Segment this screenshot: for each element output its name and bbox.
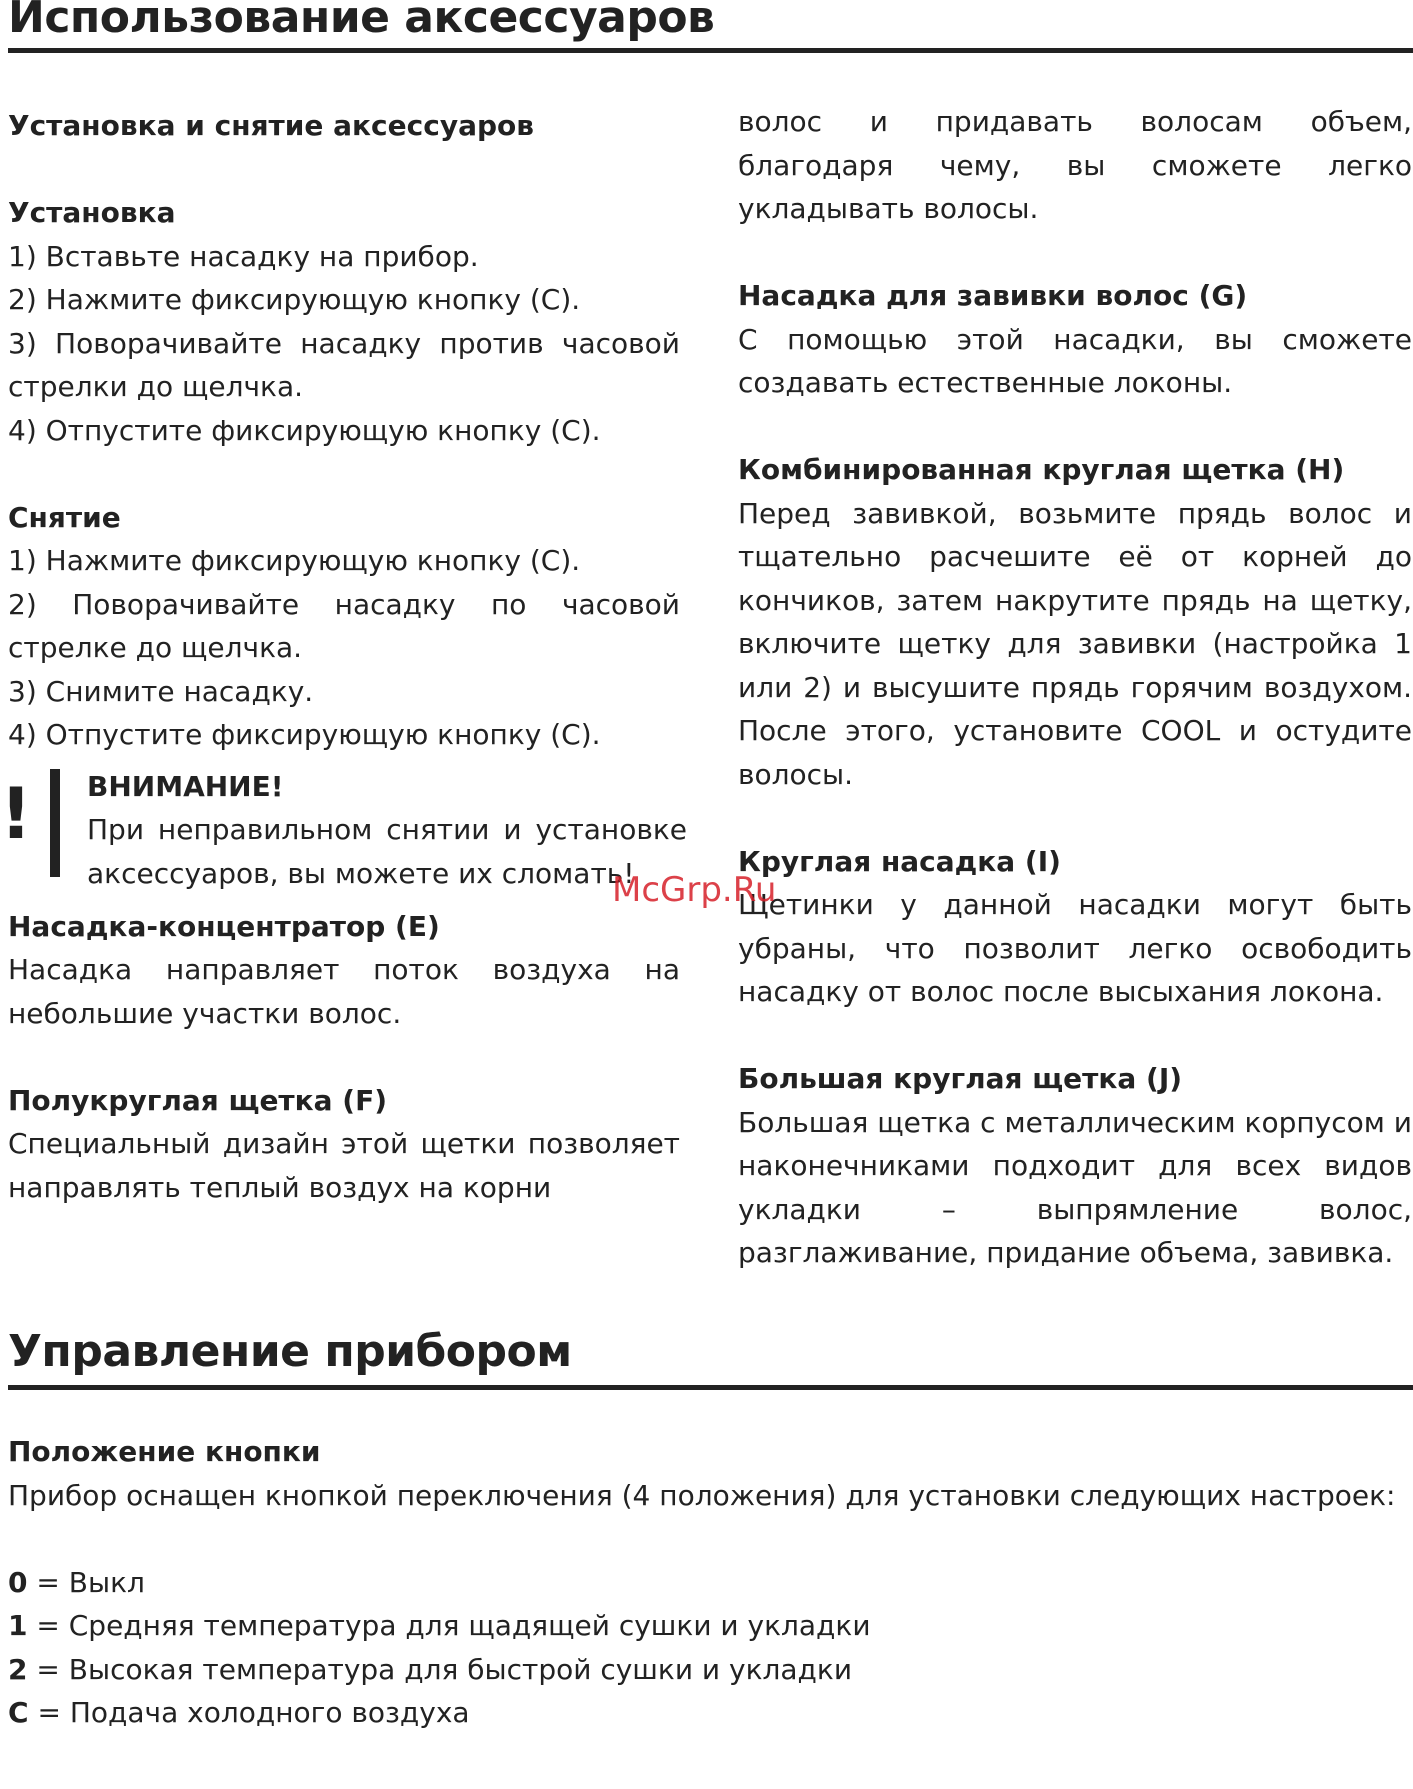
button-position-text: Прибор оснащен кнопкой переключения (4 положения) для установки следующих настроек: — [8, 1478, 1396, 1512]
half-round-text-cont: волос и придавать волосам объем, благодаря чему, вы сможете легко укладывать волосы. — [738, 105, 1412, 225]
combo-title: Комбинированная круглая щетка (H) — [738, 453, 1345, 486]
remove-step: 4) Отпустите фиксирующую кнопку (C). — [8, 718, 601, 751]
install-title: Установка — [8, 196, 176, 229]
warning-bar — [50, 769, 60, 877]
setting-row — [8, 1561, 1413, 1605]
exclamation-icon: ! — [0, 772, 32, 855]
remove-step: 1) Нажмите фиксирующую кнопку (C). — [8, 544, 581, 577]
watermark: McGrp.Ru — [612, 870, 777, 910]
half-round-text: Специальный дизайн этой щетки позволяет направлять теплый воздух на корни — [8, 1127, 680, 1204]
remove-title: Снятие — [8, 500, 121, 534]
setting-key: 0 — [8, 1565, 28, 1599]
setting-text: = Выкл — [27, 1565, 145, 1599]
control-section — [8, 1430, 1413, 1735]
section-rule-top — [8, 48, 1413, 53]
warning-text: При неправильном снятии и установке аксессуаров, вы можете их сломать! — [87, 813, 687, 890]
big-round-title: Большая круглая щетка (J) — [738, 1062, 1183, 1095]
combo-text: Перед завивкой, возьмите прядь волос и тщательно расчешите её от корней до кончиков, затем накрутите прядь на щетку, включите щетку для завивки (настройка 1 или 2) и высушите прядь горячим воздухом. После этого, установите COOL и остудите волосы. — [738, 496, 1412, 791]
setting-key: 2 — [8, 1652, 28, 1686]
setting-key: C — [8, 1696, 29, 1729]
section-rule-bottom — [8, 1385, 1413, 1390]
round-title: Круглая насадка (I) — [738, 844, 1061, 878]
install-remove-title: Установка и снятие аксессуаров — [8, 109, 534, 142]
setting-row — [8, 1648, 1413, 1692]
half-round-title: Полукруглая щетка (F) — [8, 1083, 388, 1117]
button-position-title: Положение кнопки — [8, 1435, 321, 1468]
big-round-text: Большая щетка с металлическим корпусом и наконечниками подходит для всех видов укладки – выпрямление волос, разглаживание, придание объема, завивка. — [738, 1105, 1412, 1269]
left-column — [0, 104, 687, 1209]
install-step: 4) Отпустите фиксирующую кнопку (C). — [8, 413, 601, 447]
concentrator-text: Насадка направляет поток воздуха на небольшие участки волос. — [8, 953, 680, 1030]
remove-step: 3) Снимите насадку. — [8, 674, 314, 708]
concentrator-title: Насадка-концентратор (E) — [8, 909, 440, 943]
setting-row — [8, 1604, 1413, 1648]
install-step: 3) Поворачивайте насадку против часовой стрелки до щелчка. — [8, 326, 680, 403]
round-text: Щетинки у данной насадки могут быть убраны, что позволит легко освободить насадку от волос после высыхания локона. — [738, 888, 1412, 1008]
setting-text: = Средняя температура для щадящей сушки и укладки — [27, 1609, 871, 1642]
right-column — [738, 100, 1412, 1275]
install-step: 1) Вставьте насадку на прибор. — [8, 239, 479, 273]
section-title-control: Управление прибором — [8, 1326, 572, 1377]
setting-row — [8, 1691, 1413, 1735]
warning-text-block — [87, 765, 687, 896]
setting-text: = Высокая температура для быстрой сушки и укладки — [27, 1652, 853, 1686]
curl-title: Насадка для завивки волос (G) — [738, 279, 1248, 312]
warning-box — [0, 765, 687, 905]
remove-step: 2) Поворачивайте насадку по часовой стрелке до щелчка. — [8, 587, 680, 664]
install-step: 2) Нажмите фиксирующую кнопку (C). — [8, 283, 581, 316]
warning-title: ВНИМАНИЕ! — [87, 769, 284, 803]
curl-text: С помощью этой насадки, вы сможете создавать естественные локоны. — [738, 322, 1412, 399]
setting-key: 1 — [8, 1609, 28, 1642]
setting-text: = Подача холодного воздуха — [28, 1696, 470, 1729]
section-title-accessories: Использование аксессуаров — [8, 0, 715, 43]
